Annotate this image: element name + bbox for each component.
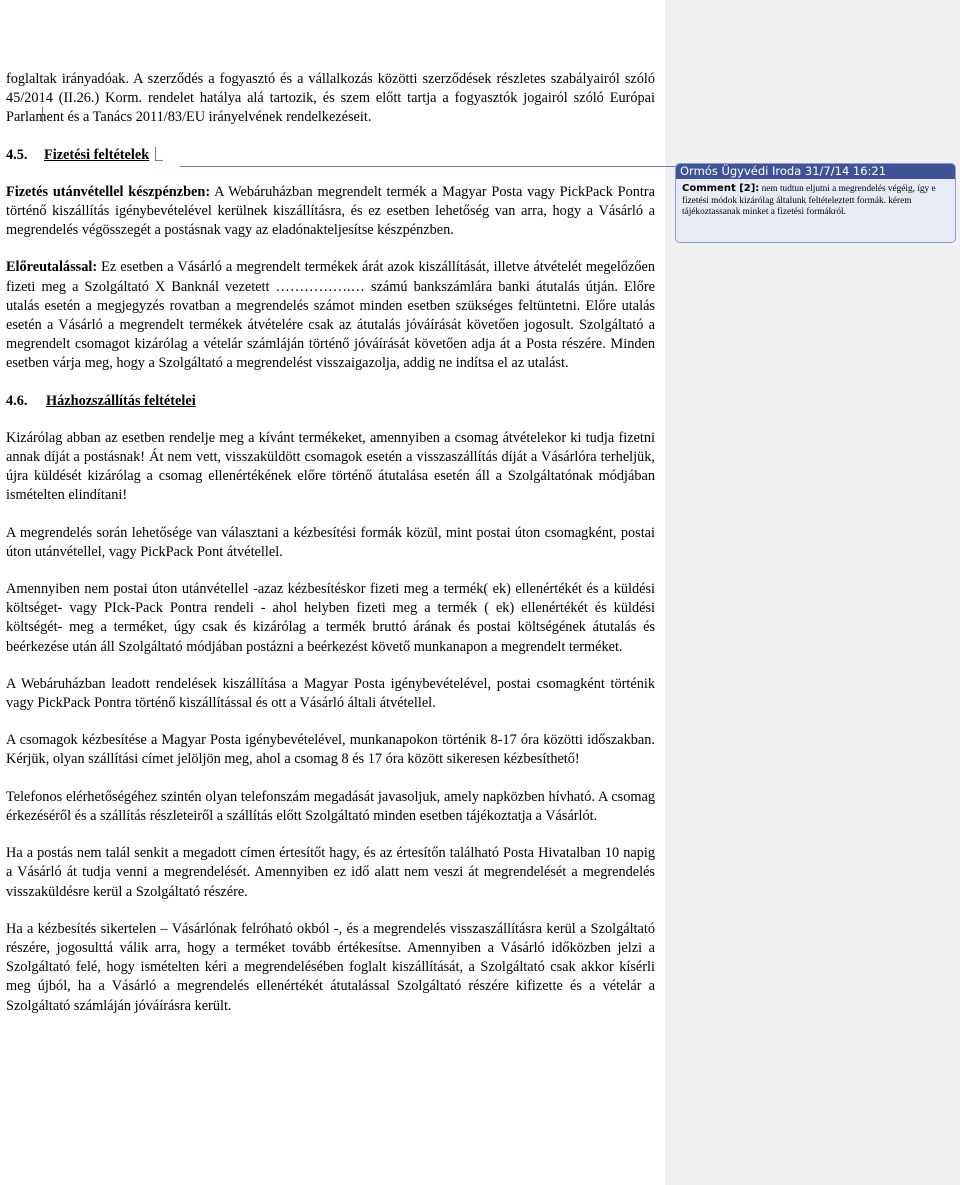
comment-label: Comment [2]: <box>682 183 760 194</box>
section-number: 4.5. <box>6 146 28 163</box>
intro-paragraph: foglaltak irányadóak. A szerződés a fogyasztó és a vállalkozás közötti szerződések részletes szabályairól szóló 45/2014 (II.26.) Korm. rendelet hatálya alá tartozik, és szem előtt tartja a fogyasztók jogairól szóló Európai Parlament és a Tanács 2011/83/EU irányelvének rendelkezéseit. <box>6 71 655 126</box>
document-body <box>0 70 665 1034</box>
delivery-paragraph: Telefonos elérhetőségéhez szintén olyan telefonszám megadását javasoljuk, amely napközben hívható. A csomag érkezéséről és a szállítás részleteiről a szállítás előtt Szolgáltató minden esetben tájékoztatja a Vásárlót. <box>6 788 655 824</box>
delivery-paragraph: Kizárólag abban az esetben rendelje meg a kívánt termékeket, amennyiben a csomag átvételekor ki tudja fizetni annak díját a postásnak! Át nem vett, visszaküldött csomagok esetén a visszaszállítás díját a Vásárlóra terheljük, újra küldését kizárólag a csomag ellenértékének előre történő átutalása esetén áll a Szolgáltatónak módjában ismételten elindítani! <box>6 429 655 504</box>
delivery-paragraph: Amennyiben nem postai úton utánvétellel -azaz kézbesítéskor fizeti meg a termék( ek) ellenértékét és a küldési költséget- vagy PIck-Pack Pontra rendeli - ahol helyben fizeti meg a termék ( ek) ellenértékét és küldési költségét- meg a terméket, úgy csak és kizárólag a termék bruttó árának és postai költségének átutalás és beérkezése után áll Szolgáltató módjában postázni a beérkezést követő munkanapon a megrendelt terméket. <box>6 581 655 655</box>
section-number: 4.6. <box>6 392 28 409</box>
section-title: Házhozszállítás feltételei <box>46 392 196 409</box>
comment-author-date: Ormós Ügyvédi Iroda 31/7/14 16:21 <box>676 164 955 179</box>
payment-cod-lead: Fizetés utánvétellel készpénzben: <box>6 183 211 200</box>
delivery-paragraph: A Webáruházban leadott rendelések kiszállítása a Magyar Posta igénybevételével, postai csomagként történik vagy PickPack Pontra történő kiszállítással és ott a Vásárló általi átvétellel. <box>6 675 655 712</box>
delivery-paragraph: Ha a postás nem talál senkit a megadott címen értesítőt hagy, és az értesítőn található Posta Hivatalban 10 napig a Vásárló át tudja venni a megrendelését. Amennyiben ez idő alatt nem veszi át megrendelését a megrendelés visszaküldésre kerül a Szolgáltató részére. <box>6 845 655 900</box>
comment-body <box>682 183 949 219</box>
section-title: Fizetési feltételek <box>44 146 150 163</box>
comment-balloon[interactable] <box>675 163 956 243</box>
comment-text: nem tudtun eljutni a megrendelés végéig, így e fizetési módok kizárólag általunk feltételeztett formák. kérem tájékoztassanak minket a fizetési formákról. <box>682 184 936 217</box>
delivery-paragraph: A megrendelés során lehetősége van választani a kézbesítési formák közül, mint postai úton csomagként, postai úton utánvétellel, vagy PickPack Pont átvétellel. <box>6 524 655 560</box>
payment-cod-paragraph <box>6 183 655 241</box>
delivery-paragraph: Ha a kézbesítés sikertelen – Vásárlónak felróható okból -, és a megrendelés visszaszállításra kerül a Szolgáltató részére, jogosulttá válik arra, hogy a terméket tovább értékesítse. Amennyiben a Vásárló időközben jelzi a Szolgáltató felé, hogy ismételten kéri a megrendelésében foglalt kiszállítását, a Szolgáltató csak akkor kísérli meg újból, ha a Vásárló a megrendelés ellenértékét átutalással Szolgáltató részére kifizette és a vételár a Szolgáltató számláján jóváírásra került. <box>6 920 655 1014</box>
payment-prepay-lead: Előreutalással: <box>6 259 98 276</box>
payment-prepay-paragraph <box>6 258 655 373</box>
section-4-6-heading <box>6 392 655 411</box>
comment-marker[interactable] <box>155 147 163 161</box>
payment-cod-text: A Webáruházban megrendelt termék a Magyar Posta vagy PickPack Pontra történő kiszállítás igénybevételével kerülnek kiszállításra, és ez esetben lehetőség van arra, hogy a Vásárló a megrendelés végösszegét a postásnak vagy az eladónakteljesítse készpénzben. <box>6 183 655 239</box>
section-4-5-heading <box>6 146 655 165</box>
delivery-paragraph: A csomagok kézbesítése a Magyar Posta igénybevételével, munkanapokon történik 8-17 óra közötti időszakban. Kérjük, olyan szállítási címet jelöljön meg, ahol a csomag 8 és 17 óra között sikeresen kézbesíthető! <box>6 732 655 768</box>
payment-prepay-text: Ez esetben a Vásárló a megrendelt termékek árát azok kiszállítását, illetve átvételét megelőzően fizeti meg a Szolgáltató X Banknál vezetett …………….… számú bankszámlára banki átutalás útján. Előre utalás esetén a megjegyzés rovatban a megrendelés számot minden esetben szükséges feltüntetni. Előre utalás esetén a Vásárló a megrendelt termékek átvételére csak az átutalás jóváírását követően jogosult. Szolgáltató a megrendelt csomagot kizárólag a vételár számláján történő jóváírását követően adja át a Posta részére. Minden esetben várja meg, hogy a Szolgáltató a megrendelést visszaigazolja, addig ne indítsa el az utalást. <box>6 259 655 372</box>
